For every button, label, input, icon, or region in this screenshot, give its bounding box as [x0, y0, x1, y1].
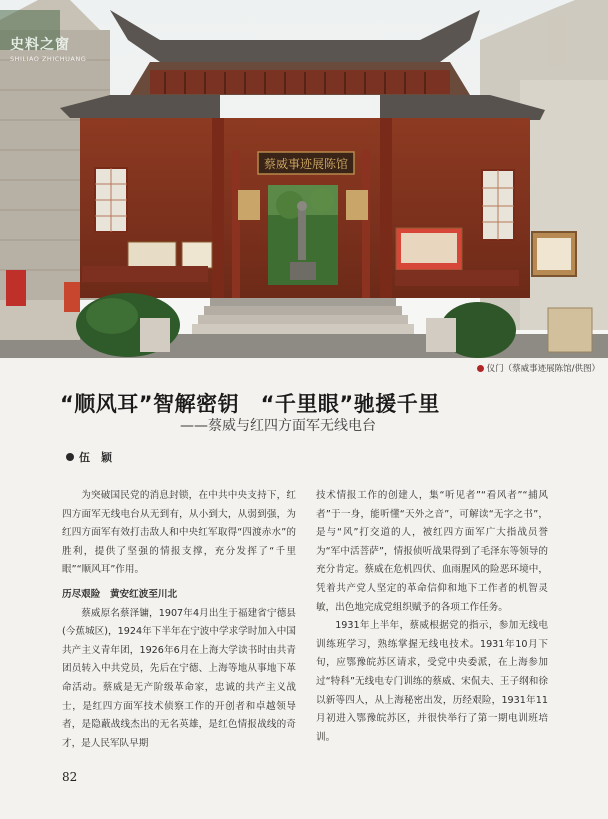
- body-paragraph-continued: 技术情报工作的创建人，集“听见者”“看风者”“捕风者”于一身，能听懂“天外之音”，可解读“无字之书”，是与“风”打交道的人，被红四方面军广大指战员誉为“军中活菩萨”，情报侦听战果得到了毛泽东等领导的充分肯定。蔡威在危机四伏、血雨腥风的险恶环境中，凭着共产党人坚定的革命信仰和地下工作者的机智灵敏，出色地完成党组织赋予的各项工作任务。: [316, 490, 548, 613]
- left-column: [62, 487, 296, 753]
- column-name-en: SHILIAO ZHICHUANG: [10, 55, 87, 63]
- author-line: [66, 449, 112, 465]
- gate-photo: [0, 0, 608, 358]
- caption-text: 仪门（蔡威事迹展陈馆/供图）: [486, 364, 600, 374]
- column-tag: [10, 34, 86, 63]
- article-subtitle: ——蔡威与红四方面军无线电台: [180, 418, 376, 434]
- intro-paragraph: 为突破国民党的消息封锁，在中共中央支持下，红四方面军无线电台从无到有，从小到大，从弱到强，为红四方面军有效打击敌人和中央红军取得“四渡赤水”的胜利，提供了坚强的情报支撑，充分发挥了“千里眼”“顺风耳”作用。: [62, 490, 296, 576]
- caption-bullet-icon: [477, 365, 484, 372]
- body-paragraph: 蔡威原名蔡泽镛，1907年4月出生于福建省宁德县(今蕉城区)，1924年下半年在宁波中学求学时加入中国共产主义青年团，1926年6月在上海大学读书时由共青团员转入中共党员，先后在宁德、上海等地从事地下革命活动。蔡威是无产阶级革命家，忠诚的共产主义战士，是红四方面军技术侦察工作的开创者和卓越领导者，是隐蔽战线杰出的无名英雄，是红色情报战线的奇才，是人民军队早期: [62, 607, 296, 749]
- author-name: 伍 颖: [79, 451, 112, 464]
- section-heading: 历尽艰险 黄安红波至川北: [62, 588, 178, 600]
- author-bullet-icon: [66, 453, 74, 461]
- photo-caption: [477, 362, 600, 374]
- page-number: 82: [62, 770, 78, 784]
- plaque-text: 蔡威事迹展陈馆: [263, 157, 349, 171]
- right-column: [316, 487, 548, 747]
- article-title: “顺风耳”智解密钥 “千里眼”驰援千里: [60, 392, 440, 416]
- body-paragraph: 1931年上半年，蔡威根据党的指示，参加无线电训练班学习，熟练掌握无线电技术。1931年10月下旬，应鄂豫皖苏区请求，受党中央委派，在上海参加过“特科”无线电专门训练的蔡威、宋侃夫、王子纲和徐以新等四人，从上海秘密出发，历经艰险，1931年11月初进入鄂豫皖苏区，并很快举行了第一期电训班培训。: [316, 620, 548, 743]
- column-name-cn: 史料之窗: [10, 37, 70, 53]
